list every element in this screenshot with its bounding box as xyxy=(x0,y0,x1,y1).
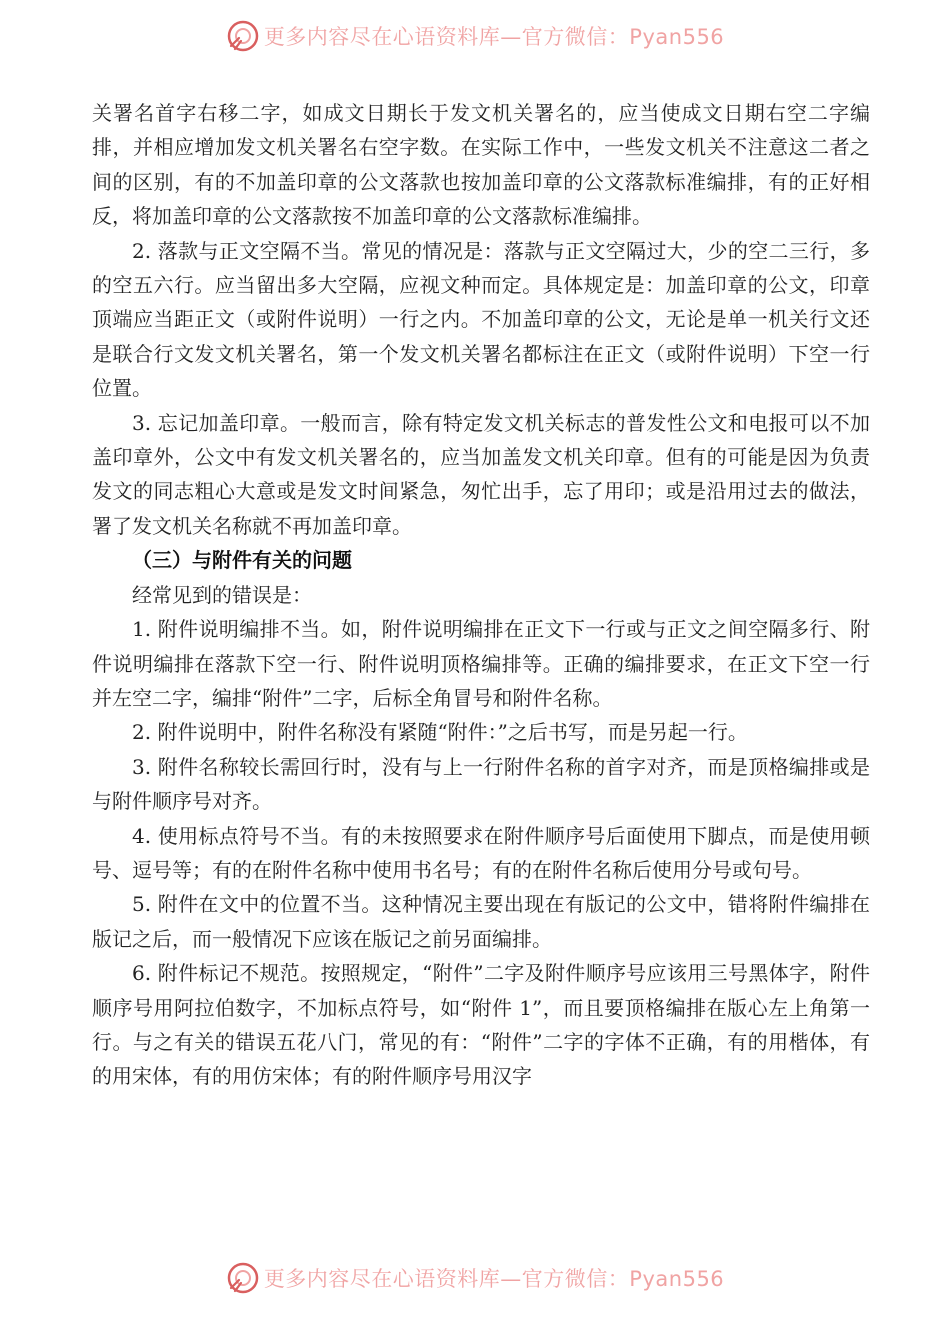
paragraph: 6. 附件标记不规范。按照规定，“附件”二字及附件顺序号应该用三号黑体字，附件顺序号用阿拉伯数字，不加标点符号，如“附件 1”，而且要顶格编排在版心左上角第一行。与之有关的错误五花八门，常见的有：“附件”二字的字体不正确，有的用楷体，有的用宋体，有的用仿宋体；有的附件顺序号用汉字 xyxy=(92,961,870,1089)
paragraph: 3. 附件名称较长需回行时，没有与上一行附件名称的首字对齐，而是顶格编排或是与附件顺序号对齐。 xyxy=(92,754,870,814)
footer-text: 更多内容尽在心语资料库—官方微信：Pyan556 xyxy=(263,1267,725,1291)
section-heading: （三）与附件有关的问题 xyxy=(132,548,352,573)
logo-icon xyxy=(226,19,260,53)
header-text: 更多内容尽在心语资料库—官方微信：Pyan556 xyxy=(263,25,725,49)
logo-icon xyxy=(226,1261,260,1295)
document-body xyxy=(92,96,870,1094)
paragraph: 4. 使用标点符号不当。有的未按照要求在附件顺序号后面使用下脚点，而是使用顿号、逗号等；有的在附件名称中使用书名号；有的在附件名称后使用分号或句号。 xyxy=(92,823,870,882)
paragraph: 关署名首字右移二字，如成文日期长于发文机关署名的，应当使成文日期右空二字编排，并相应增加发文机关署名右空字数。在实际工作中，一些发文机关不注意这二者之间的区别，有的不加盖印章的公文落款也按加盖印章的公文落款标准编排，有的正好相反，将加盖印章的公文落款按不加盖印章的公文落款标准编排。 xyxy=(92,101,870,229)
paragraph: 2. 附件说明中，附件名称没有紧随“附件：”之后书写，而是另起一行。 xyxy=(132,720,748,745)
paragraph: 5. 附件在文中的位置不当。这种情况主要出现在有版记的公文中，错将附件编排在版记之后，而一般情况下应该在版记之前另面编排。 xyxy=(92,892,870,951)
paragraph: 经常见到的错误是： xyxy=(132,582,312,607)
header-banner xyxy=(0,16,950,56)
paragraph: 2. 落款与正文空隔不当。常见的情况是：落款与正文空隔过大，少的空二三行，多的空五六行。应当留出多大空隔，应视文种而定。具体规定是：加盖印章的公文，印章顶端应当距正文（或附件说明）一行之内。不加盖印章的公文，无论是单一机关行文还是联合行文发文机关署名，第一个发文机关署名都标注在正文（或附件说明）下空一行位置。 xyxy=(92,238,870,401)
paragraph: 3. 忘记加盖印章。一般而言，除有特定发文机关标志的普发性公文和电报可以不加盖印章外，公文中有发文机关署名的，应当加盖发文机关印章。但有的可能是因为负责发文的同志粗心大意或是发文时间紧急，匆忙出手，忘了用印；或是沿用过去的做法，署了发文机关名称就不再加盖印章。 xyxy=(92,410,870,538)
paragraph: 1. 附件说明编排不当。如，附件说明编排在正文下一行或与正文之间空隔多行、附件说明编排在落款下空一行、附件说明顶格编排等。正确的编排要求，在正文下空一行并左空二字，编排“附件”二字，后标全角冒号和附件名称。 xyxy=(92,617,870,710)
footer-banner xyxy=(0,1258,950,1298)
